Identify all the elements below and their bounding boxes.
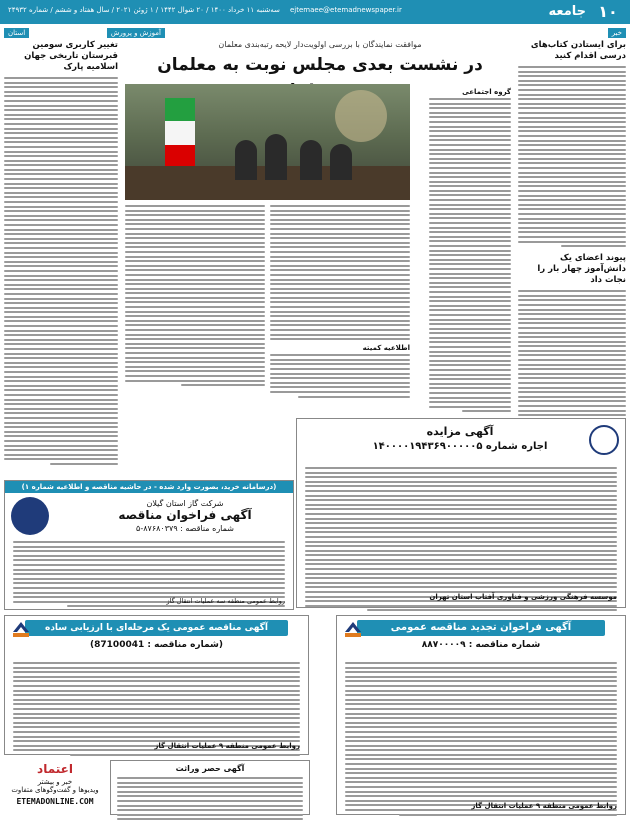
flag-stripe-red: [165, 145, 195, 168]
right-column-text: [518, 66, 626, 247]
gas-ad-header: [85, 497, 285, 533]
label-news: خبر: [608, 28, 626, 38]
inheritance-notice-title: آگهی حصر وراثت: [175, 764, 245, 773]
auction-ad-header: [335, 425, 585, 452]
email-address[interactable]: ejtemaee@etemadnewspaper.ir: [290, 6, 402, 14]
general-tender-ad: [4, 615, 309, 755]
lead-subhead: گروه اجتماعی: [462, 88, 511, 96]
gas-ad-number: شماره مناقصه : ۸۷۶۸۰۳۷۹-۵: [136, 524, 234, 533]
promo-line-1: خبر و بیشتر: [37, 778, 73, 786]
promo-line-2: ویدیوها و گفت‌وگوهای متفاوت: [11, 786, 99, 794]
gas-ad-title: آگهی فراخوان مناقصه: [118, 508, 252, 522]
person-figure: [265, 134, 287, 180]
lead-column-2: [270, 205, 410, 405]
gas-ad-company: شرکت گاز استان گیلان: [146, 499, 224, 508]
emblem-icon: [335, 90, 387, 142]
left-column: [4, 40, 118, 412]
lead-column-3: [125, 205, 265, 405]
gas-logo-icon: [341, 620, 365, 640]
right-column-headline-2[interactable]: پیوند اعضای یک دانش‌آموز چهار بار را نجات داد: [537, 253, 626, 286]
tender-ad-title: آگهی فراخوان تجدید مناقصه عمومی: [357, 620, 605, 636]
gas-ad-footer: روابط عمومی منطقه سه عملیات انتقال گاز: [166, 597, 285, 605]
section-title: جامعه: [548, 4, 586, 19]
right-column: [518, 40, 626, 410]
auction-ad: [296, 418, 626, 608]
gas-company-logo-icon: [11, 497, 49, 535]
general-ad-footer: روابط عمومی منطقه ۹ عملیات انتقال گاز: [154, 742, 300, 750]
inheritance-notice-text: [117, 777, 303, 820]
renewed-tender-ad: [336, 615, 626, 815]
lead-headline[interactable]: در نشست بعدی مجلس نوبت به معلمان: [157, 55, 483, 75]
flag-stripe-green: [165, 98, 195, 121]
person-figure: [235, 140, 257, 180]
etemad-logo-icon: اعتماد: [37, 762, 73, 776]
left-column-headline[interactable]: تغییر کاربری سومین قبرستان تاریخی جهان اسلامیه پارک: [24, 40, 118, 72]
right-column-headline[interactable]: برای ایستادن کتاب‌های درسی اقدام کنید: [530, 40, 626, 61]
tender-ad-text: [345, 662, 617, 818]
auction-ad-footer: موسسه فرهنگی ورزشی و فناوری آفتاب استان تهران: [429, 593, 617, 601]
auction-ad-subtitle: اجاره شماره ۱۴۰۰۰۰۱۹۴۳۶۹۰۰۰۰۰۵: [372, 441, 548, 452]
gas-logo-icon: [9, 620, 33, 640]
page-number: ۱۰: [592, 0, 624, 24]
flag-stripe-white: [165, 121, 195, 144]
promo-url-link[interactable]: ETEMADONLINE.COM: [16, 797, 94, 806]
gas-tender-ad: [4, 480, 294, 610]
masthead: [0, 0, 630, 24]
gas-ad-top-bar: (درسامانه خرید، بصورت وارد شده - در حاشیه مناقصه و اطلاعیه شماره ۱): [5, 481, 293, 493]
tender-ad-number: شماره مناقصه : ۸۸۷۰۰۰۰۹: [421, 640, 541, 650]
issue-date: سه‌شنبه ۱۱ خرداد ۱۴۰۰ / ۲۰ شوال ۱۴۴۲ / ۱ ژوئن ۲۰۲۱ / سال هفتاد و ششم / شماره ۲۴۹۳۲: [8, 6, 280, 14]
label-education: آموزش و پرورش: [107, 28, 165, 38]
inheritance-notice-ad: [110, 760, 310, 815]
tender-ad-footer: روابط عمومی منطقه ۹ عملیات انتقال گاز: [471, 802, 617, 810]
lead-column-1: [429, 84, 511, 404]
auction-ad-text: [305, 467, 617, 614]
parliament-photo: [125, 84, 410, 200]
ministry-logo-icon: [589, 425, 619, 455]
label-province: استان: [4, 28, 29, 38]
lead-subhead-2: اطلاعیه کمیته: [362, 344, 410, 353]
general-ad-number: (شماره مناقصه : 87100041): [90, 640, 223, 650]
auction-ad-title: آگهی مزایده: [426, 425, 494, 438]
etemad-online-promo[interactable]: [4, 760, 106, 815]
general-ad-title: آگهی مناقصه عمومی یک مرحله‌ای با ارزیابی ساده: [25, 620, 288, 636]
flag-icon: [165, 98, 195, 168]
person-figure: [300, 140, 322, 180]
person-figure: [330, 144, 352, 180]
lead-kicker: موافقت نمایندگان با بررسی اولویت‌دار لایحه رتبه‌بندی معلمان: [218, 40, 422, 49]
